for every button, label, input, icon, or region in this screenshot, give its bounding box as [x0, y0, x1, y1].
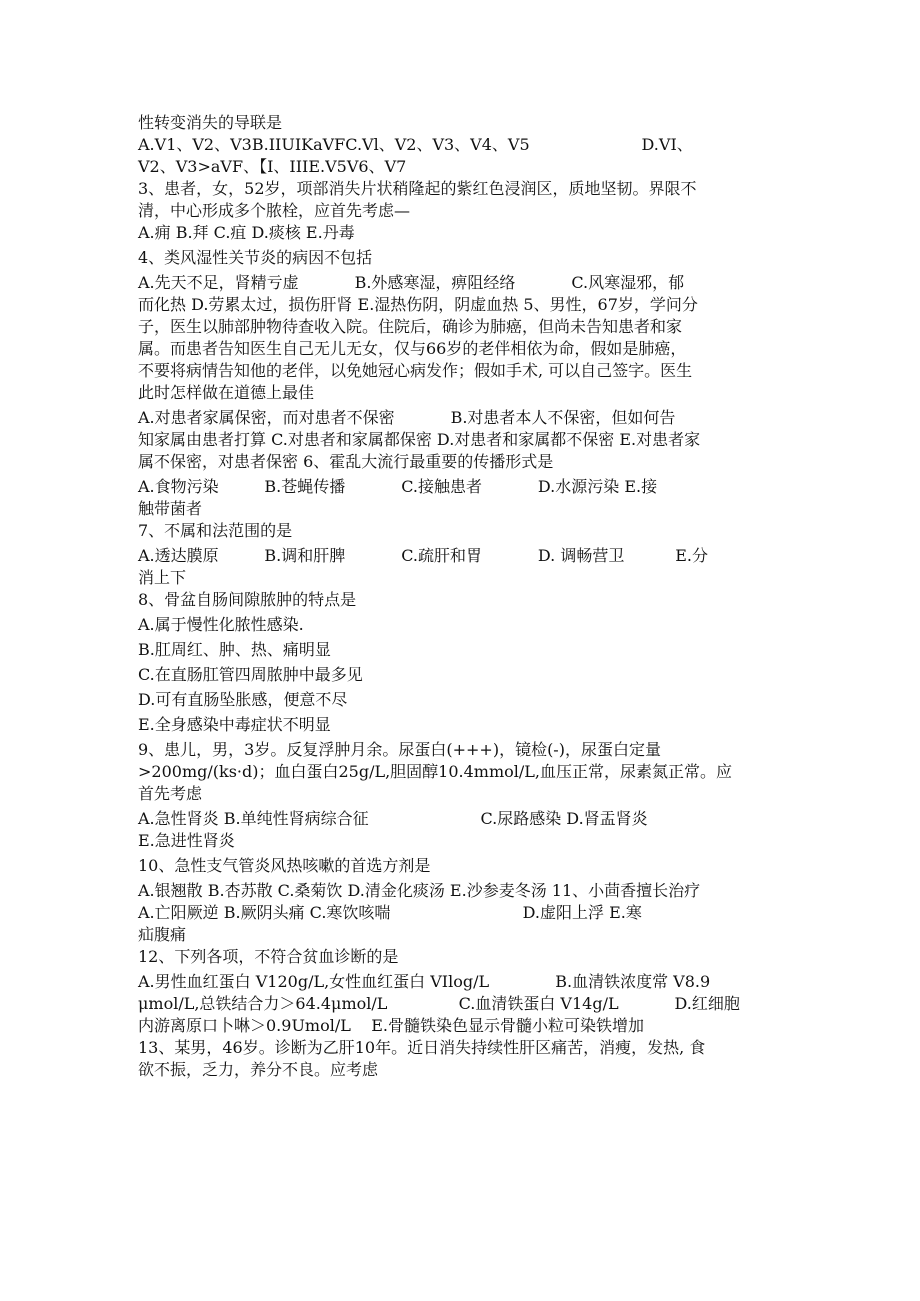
text-line: 疝腹痛	[138, 925, 187, 944]
text-line: A.食物污染 B.苍蝇传播 C.接触患者 D.水源污染 E.接	[138, 477, 658, 496]
text-line: 欲不振，乏力，养分不良。应考虑	[138, 1060, 379, 1079]
text-line: 消上下	[138, 568, 187, 587]
text-line: A.男性血红蛋白 V120g/L,女性血红蛋白 VIlog/L B.血清铁浓度常 V8.9	[138, 972, 711, 991]
text-line: A.对患者家属保密，而对患者不保密 B.对患者本人不保密，但如何告	[138, 408, 676, 427]
text-line: 子，医生以肺部肿物待查收入院。住院后，确诊为肺癌，但尚未告知患者和家	[138, 317, 683, 336]
text-line: 首先考虑	[138, 784, 203, 803]
text-line: >200mg/(ks·d)；血白蛋白25g/L,胆固醇10.4mmol/L,血压正常，尿素氮正常。应	[138, 762, 732, 781]
text-line: 7、不属和法范围的是	[138, 521, 293, 540]
text-line: E.急进性肾炎	[138, 831, 235, 850]
text-line: A.属于慢性化脓性感染.	[138, 615, 304, 634]
text-line: 13、某男，46岁。诊断为乙肝10年。近日消失持续性肝区痛苦，消瘦，发热, 食	[138, 1038, 706, 1057]
text-line: A.急性肾炎 B.单纯性肾病综合征 C.尿路感染 D.肾盂肾炎	[138, 809, 648, 828]
text-line: A.透达膜原 B.调和肝脾 C.疏肝和胃 D. 调畅营卫 E.分	[138, 546, 708, 565]
text-line: 10、急性支气管炎风热咳嗽的首选方剂是	[138, 856, 431, 875]
text-line: 9、患儿，男，3岁。反复浮肿月余。尿蛋白(+++)，镜检(-)，尿蛋白定量	[138, 740, 661, 759]
text-line: 性转变消失的导联是	[138, 113, 283, 132]
text-line: 8、骨盆自肠间隙脓肿的特点是	[138, 590, 357, 609]
text-line: 属。而患者告知医生自己无儿无女，仅与66岁的老伴相依为命，假如是肺癌，	[138, 339, 687, 358]
text-line: A.先天不足，肾精亏虚 B.外感寒湿，痹阻经络 C.风寒湿邪，郁	[138, 273, 685, 292]
document-body	[138, 112, 788, 1081]
text-line: 内游离原口卜啉＞0.9Umol/L E.骨髓铁染色显示骨髓小粒可染铁增加	[138, 1016, 644, 1035]
text-line: E.全身感染中毒症状不明显	[138, 715, 331, 734]
text-line: A.银翘散 B.杏苏散 C.桑菊饮 D.清金化痰汤 E.沙参麦冬汤 11、小茴香擅长治疗	[138, 881, 701, 900]
text-line: 而化热 D.劳累太过，损伤肝肾 E.湿热伤阴，阴虚血热 5、男性，67岁，学问分	[138, 295, 698, 314]
text-line: 不要将病情告知他的老伴，以免她冠心病发作；假如手术, 可以自己签字。医生	[138, 361, 693, 380]
text-line: 此时怎样做在道德上最佳	[138, 383, 315, 402]
text-line: 知家属由患者打算 C.对患者和家属都保密 D.对患者和家属都不保密 E.对患者家	[138, 430, 701, 449]
text-line: A.亡阳厥逆 B.厥阴头痛 C.寒饮咳喘 D.虚阳上浮 E.寒	[138, 903, 642, 922]
text-line: V2、V3>aVF、【I、IIIE.V5V6、V7	[138, 157, 407, 176]
text-line: 清，中心形成多个脓栓，应首先考虑—	[138, 201, 411, 220]
text-line: B.肛周红、肿、热、痛明显	[138, 640, 331, 659]
text-line: A.V1、V2、V3B.IIUIKaVFC.Vl、V2、V3、V4、V5 D.VI、	[138, 135, 693, 154]
text-line: C.在直肠肛管四周脓肿中最多见	[138, 665, 363, 684]
text-line: μmol/L,总铁结合力＞64.4μmol/L C.血清铁蛋白 V14g/L D.红细胞	[138, 994, 740, 1013]
text-line: 触带菌者	[138, 499, 203, 518]
text-line: A.痈 B.拜 C.疽 D.痰核 E.丹毒	[138, 223, 355, 242]
text-line: D.可有直肠坠胀感，便意不尽	[138, 690, 348, 709]
text-line: 属不保密，对患者保密 6、霍乱大流行最重要的传播形式是	[138, 452, 554, 471]
text-line: 3、患者，女，52岁，项部消失片状稍隆起的紫红色浸润区，质地坚韧。界限不	[138, 179, 697, 198]
text-line: 4、类风湿性关节炎的病因不包括	[138, 248, 373, 267]
text-line: 12、下列各项，不符合贫血诊断的是	[138, 947, 399, 966]
